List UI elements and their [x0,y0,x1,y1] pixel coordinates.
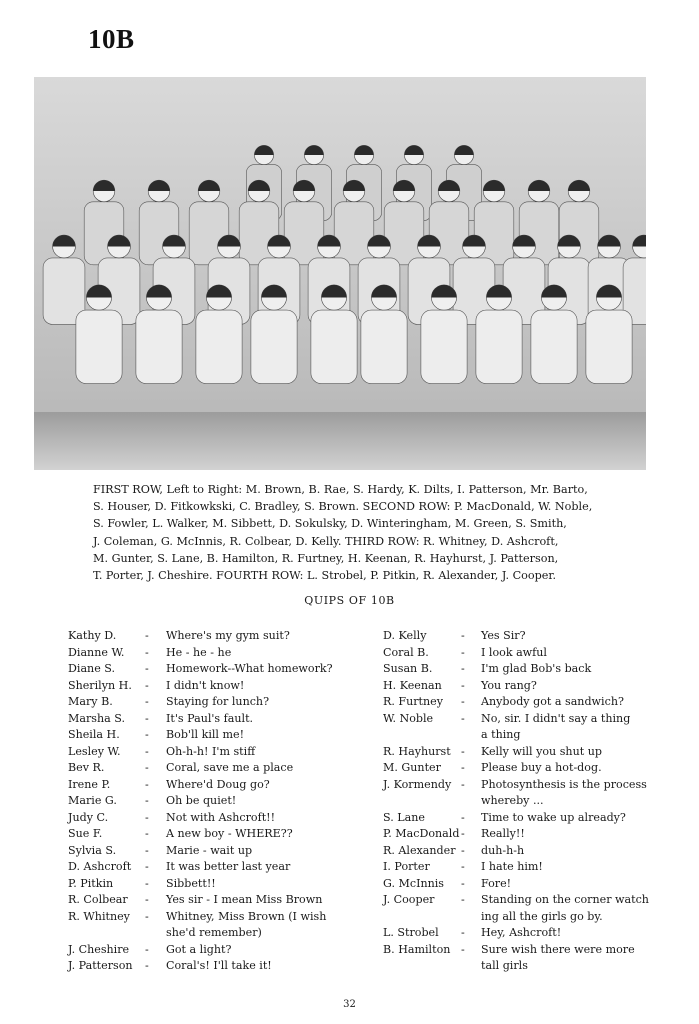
quip-name: Lesley W. [68,744,121,758]
quip-entry [0,942,699,975]
quip-dash: - [145,711,149,725]
quip-entry [0,892,699,925]
person-body [531,310,577,384]
quip-name: P. Pitkin [68,876,114,890]
quip-text: A new boy - WHERE?? [166,827,293,840]
quip-name: D. Kelly [383,629,427,642]
quip-text: a thing [481,728,521,741]
quip-text: ing all the girls go by. [481,909,603,923]
quip-dash: - [145,629,149,642]
quip-dash: - [145,744,149,758]
quip-name: Sherilyn H. [68,678,132,692]
quip-dash: - [461,777,465,791]
quip-name: Susan B. [383,662,433,675]
quip-text: Anybody got a sandwich? [481,695,624,708]
quip-text: Sibbett!! [166,876,216,890]
quip-name: H. Keenan [383,678,442,692]
quip-dash: - [145,695,149,708]
quips-title: QUIPS OF 10B [304,594,395,607]
quip-dash: - [145,662,149,675]
quip-text: tall girls [481,959,528,972]
quip-name: Irene P. [68,777,111,791]
quip-text: Really!! [481,827,525,840]
quip-text: Kelly will you shut up [481,744,602,758]
quip-dash: - [145,959,149,972]
quip-text: Bob'll kill me! [166,728,245,741]
quip-dash: - [461,629,465,642]
quip-name: G. McInnis [383,876,445,890]
quip-text: It's Paul's fault. [166,711,254,725]
page-title: 10B [88,24,135,54]
quip-text: I didn't know! [166,678,245,692]
quip-name: I. Porter [383,860,430,873]
quip-name: J. Patterson [68,959,133,972]
quip-dash: - [145,893,149,906]
person-body [586,310,632,384]
quip-entry [0,628,699,645]
quip-text: You rang? [481,678,537,692]
quip-dash: - [145,876,149,890]
quip-dash: - [145,810,149,824]
quip-dash: - [145,777,149,791]
quip-entry [0,711,699,744]
quip-dash: - [145,942,149,956]
quip-dash: - [461,678,465,692]
quip-name: Marie G. [68,794,117,807]
quip-entry [0,826,699,843]
quip-text: I'm glad Bob's back [481,662,592,675]
class-photo-illustration [34,77,646,470]
quip-text: Yes sir - I mean Miss Brown [166,893,323,906]
person-body [361,310,407,384]
quip-text: Got a light? [166,942,232,956]
quip-text: Coral, save me a place [166,761,294,774]
person-body [284,202,324,265]
quip-dash: - [461,810,465,824]
quip-text: I hate him! [481,860,543,873]
quip-text: Time to wake up already? [481,810,626,824]
quip-name: R. Whitney [68,909,130,923]
class-photo [34,77,646,470]
quip-name: Marsha S. [68,711,125,725]
quip-dash: - [145,645,149,659]
quip-dash: - [461,711,465,725]
quip-name: Kathy D. [68,629,117,642]
quip-dash: - [461,695,465,708]
quip-name: W. Noble [383,711,434,725]
quip-name: D. Ashcroft [68,860,132,873]
quip-text: Standing on the corner watch [481,893,649,906]
person-body [384,202,424,265]
quip-text: Oh be quiet! [166,794,237,807]
quip-dash: - [461,942,465,956]
quip-name: R. Alexander [383,843,456,857]
quip-text: Whitney, Miss Brown (I wish [166,909,327,923]
quip-entry [0,694,699,711]
quip-dash: - [145,794,149,807]
quip-dash: - [461,926,465,939]
quip-name: J. Cheshire [68,942,130,956]
quip-name: L. Strobel [383,926,439,939]
person-body [476,310,522,384]
caption-line: S. Houser, D. Fitkowkski, C. Bradley, S. Brown. SECOND ROW: P. MacDonald, W. Noble, [93,500,593,514]
quip-dash: - [145,827,149,840]
quip-text: No, sir. I didn't say a thing [481,711,631,725]
quip-text: duh-h-h [481,843,525,857]
quip-text: He - he - he [166,645,232,659]
quip-name: Sylvia S. [68,843,117,857]
quip-name: R. Hayhurst [383,744,451,758]
caption-line: M. Gunter, S. Lane, B. Hamilton, R. Furtney, H. Keenan, R. Hayhurst, J. Patterson, [93,551,559,565]
page-number: 32 [343,999,356,1010]
quip-dash: - [145,728,149,741]
quip-text: Sure wish there were more [481,942,635,956]
quip-name: Sheila H. [68,728,120,741]
quip-entry [0,744,699,761]
quip-dash: - [461,645,465,659]
person-body [334,202,374,265]
quip-text: whereby ... [481,794,544,807]
person-body [76,310,122,384]
quip-dash: - [145,909,149,923]
quip-text: Photosynthesis is the process [481,777,647,791]
quip-name: Mary B. [68,695,113,708]
quip-entry [0,810,699,827]
quip-name: J. Kormendy [383,777,452,791]
quip-text: she'd remember) [166,926,262,939]
quip-dash: - [145,860,149,873]
quip-text: Hey, Ashcroft! [481,926,562,939]
quip-entry [0,678,699,695]
quip-entry [0,876,699,893]
quip-name: B. Hamilton [383,942,451,956]
quip-name: R. Furtney [383,695,443,708]
quip-text: Where'd Doug go? [166,777,270,791]
quip-entry [0,843,699,860]
quip-dash: - [145,678,149,692]
quip-name: Judy C. [68,810,109,824]
caption-line: J. Coleman, G. McInnis, R. Colbear, D. Kelly. THIRD ROW: R. Whitney, D. Ashcroft, [93,534,559,548]
quip-name: Dianne W. [68,645,125,659]
quip-name: J. Cooper [383,893,435,906]
quip-dash: - [145,843,149,857]
quip-text: I look awful [481,645,547,659]
quip-text: Fore! [481,876,512,890]
quip-name: R. Colbear [68,893,128,906]
quip-name: S. Lane [383,810,425,824]
quip-entry [0,777,699,810]
quip-entry [0,661,699,678]
person-body [251,310,297,384]
quip-text: Marie - wait up [166,843,253,857]
quip-dash: - [461,843,465,857]
quip-dash: - [461,662,465,675]
photo-caption [93,481,653,584]
quip-dash: - [461,744,465,758]
quip-dash: - [461,761,465,774]
quip-text: Oh-h-h! I'm stiff [166,744,256,758]
quip-text: Where's my gym suit? [166,629,290,642]
quip-name: Bev R. [68,761,105,774]
quip-entry [0,760,699,777]
quip-dash: - [461,893,465,906]
person-body [136,310,182,384]
person-body [196,310,242,384]
caption-line: S. Fowler, L. Walker, M. Sibbett, D. Sokulsky, D. Winteringham, M. Green, S. Smith, [93,517,567,531]
quip-dash: - [461,860,465,873]
quip-dash: - [145,761,149,774]
person-body [421,310,467,384]
quip-text: It was better last year [166,860,291,873]
quip-name: Diane S. [68,662,116,675]
person-body [311,310,357,384]
quip-name: M. Gunter [383,761,441,774]
quip-name: Sue F. [68,827,103,840]
quip-text: Staying for lunch? [166,695,270,708]
quip-entry [0,859,699,876]
quip-text: Please buy a hot-dog. [481,761,602,774]
quip-name: Coral B. [383,645,429,659]
quip-dash: - [461,827,465,840]
quip-text: Homework--What homework? [166,662,333,675]
quip-entry [0,645,699,662]
quip-name: P. MacDonald [383,827,460,840]
quip-text: Yes Sir? [481,629,526,642]
quip-text: Not with Ashcroft!! [166,810,276,824]
quip-text: Coral's! I'll take it! [166,959,272,972]
quip-dash: - [461,876,465,890]
caption-line: FIRST ROW, Left to Right: M. Brown, B. Rae, S. Hardy, K. Dilts, I. Patterson, Mr. Barto, [93,483,588,496]
caption-line: T. Porter, J. Cheshire. FOURTH ROW: L. Strobel, P. Pitkin, R. Alexander, J. Cooper. [93,569,557,583]
quip-entry [0,925,699,942]
